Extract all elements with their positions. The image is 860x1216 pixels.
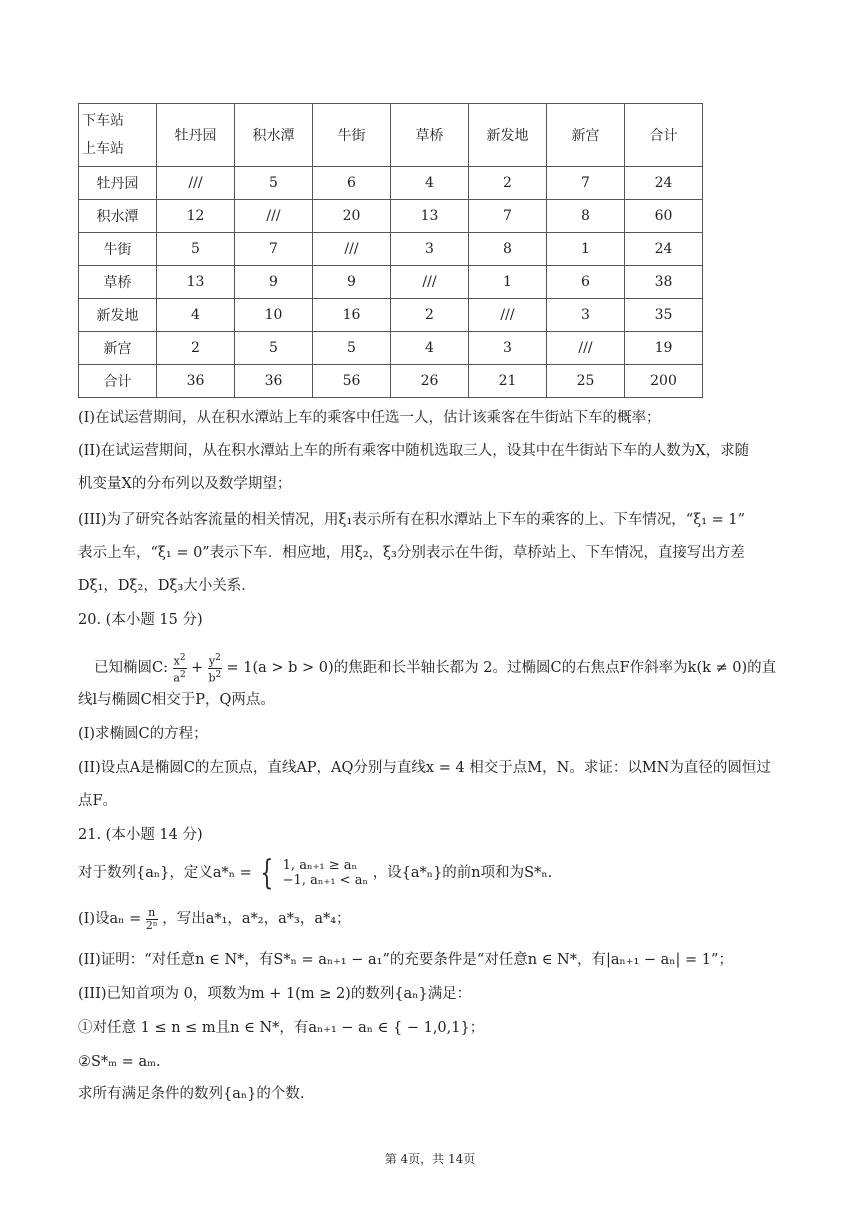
q21-final-question: 求所有满足条件的数列{aₙ}的个数. bbox=[78, 1086, 305, 1102]
table-cell: 6 bbox=[313, 167, 391, 200]
table-cell: 4 bbox=[391, 167, 469, 200]
q20-part1: (I)求椭圆C的方程； bbox=[78, 726, 208, 742]
table-cell: 16 bbox=[313, 299, 391, 332]
fraction-numerator: n bbox=[146, 907, 158, 920]
table-row bbox=[79, 200, 703, 233]
column-header: 合计 bbox=[625, 104, 703, 167]
table-cell: 9 bbox=[235, 266, 313, 299]
table-cell: 38 bbox=[625, 266, 703, 299]
table-cell: 35 bbox=[625, 299, 703, 332]
q21-def-prefix: 对于数列{aₙ}，定义a*ₙ = bbox=[78, 865, 252, 881]
table-cell: 13 bbox=[391, 200, 469, 233]
q21-part2: (II)证明：“对任意n ∈ N*，有S*ₙ = aₙ₊₁ − a₁”的充要条件是“对任意n ∈ N*，有|aₙ₊₁ − aₙ| = 1”； bbox=[78, 952, 733, 968]
table-cell: 24 bbox=[625, 167, 703, 200]
row-label: 合计 bbox=[79, 365, 157, 398]
table-cell: 21 bbox=[469, 365, 547, 398]
row-label: 牡丹园 bbox=[79, 167, 157, 200]
table-row bbox=[79, 233, 703, 266]
table-cell: 3 bbox=[547, 299, 625, 332]
table-row bbox=[79, 299, 703, 332]
table-cell: 7 bbox=[235, 233, 313, 266]
case-1: 1, aₙ₊₁ ≥ aₙ bbox=[282, 858, 358, 873]
column-header: 积水潭 bbox=[235, 104, 313, 167]
table-cell: /// bbox=[313, 233, 391, 266]
table-corner-cell bbox=[79, 104, 157, 167]
brace-icon: { bbox=[260, 853, 274, 893]
fraction-y2-b2: $\frac{y^2}{b^2}$ bbox=[208, 653, 222, 685]
column-header: 新宫 bbox=[547, 104, 625, 167]
q20-part2-line1: (II)设点A是椭圆C的左顶点，直线AP，AQ分别与直线x = 4 相交于点M，N。求证：以MN为直径的圆恒过 bbox=[78, 760, 771, 776]
q20-line1-prefix: 已知椭圆C: bbox=[94, 660, 168, 677]
table-cell: 5 bbox=[235, 167, 313, 200]
table-cell: /// bbox=[547, 332, 625, 365]
table-cell: 2 bbox=[157, 332, 235, 365]
row-label: 新发地 bbox=[79, 299, 157, 332]
table-cell: 56 bbox=[313, 365, 391, 398]
table-cell: 8 bbox=[469, 233, 547, 266]
table-cell: 5 bbox=[235, 332, 313, 365]
table-cell: 26 bbox=[391, 365, 469, 398]
table-cell: 5 bbox=[313, 332, 391, 365]
table-cell: 1 bbox=[469, 266, 547, 299]
table-cell: 4 bbox=[157, 299, 235, 332]
table-cell: 19 bbox=[625, 332, 703, 365]
table-cell: 3 bbox=[391, 233, 469, 266]
fraction-x2-a2: $\frac{x^2}{a^2}$ bbox=[173, 653, 186, 685]
table-cell: /// bbox=[391, 266, 469, 299]
q21-part1 bbox=[78, 906, 351, 932]
table-cell: 25 bbox=[547, 365, 625, 398]
table-cell: 24 bbox=[625, 233, 703, 266]
table-cell: 36 bbox=[235, 365, 313, 398]
q20-title: 20. (本小题 15 分) bbox=[78, 612, 203, 628]
page-footer: 第 4页，共 14页 bbox=[384, 1152, 476, 1166]
q19-part3-line3: Dξ₁，Dξ₂，Dξ₃大小关系． bbox=[78, 578, 256, 594]
table-cell: 20 bbox=[313, 200, 391, 233]
q21-title: 21. (本小题 14 分) bbox=[78, 827, 203, 843]
fraction-n-2n bbox=[146, 907, 158, 932]
q19-part2-line2: 机变量X的分布列以及数学期望； bbox=[78, 476, 292, 492]
table-cell: 10 bbox=[235, 299, 313, 332]
table-body bbox=[79, 167, 703, 398]
table-cell: 7 bbox=[547, 167, 625, 200]
q20-part2-line2: 点F。 bbox=[78, 793, 118, 809]
q20-line1: 已知椭圆C: $\frac{x^2}{a^2}$ + $\frac{y^2}{b^2}$ = 1(a > b > 0)的焦距和长半轴长都为 2。过椭圆C的右焦点F作斜率为k(k ≠ 0)的直 bbox=[94, 653, 777, 685]
fraction-denominator: 2ⁿ bbox=[145, 918, 158, 932]
table-cell: 6 bbox=[547, 266, 625, 299]
case-2: −1, aₙ₊₁ < aₙ bbox=[282, 873, 369, 888]
table-cell: 8 bbox=[547, 200, 625, 233]
table-cell: 1 bbox=[547, 233, 625, 266]
q21-part3: (III)已知首项为 0，项数为m + 1(m ≥ 2)的数列{aₙ}满足： bbox=[78, 986, 472, 1002]
piecewise-definition bbox=[256, 853, 369, 893]
row-label: 积水潭 bbox=[79, 200, 157, 233]
table-cell: 60 bbox=[625, 200, 703, 233]
table-cell: 5 bbox=[157, 233, 235, 266]
q21-condition-2: ②S*ₘ = aₘ. bbox=[78, 1054, 161, 1070]
q21-definition bbox=[78, 853, 553, 893]
table-row bbox=[79, 332, 703, 365]
table-cell: /// bbox=[469, 299, 547, 332]
passenger-flow-table bbox=[78, 103, 703, 398]
row-label: 牛街 bbox=[79, 233, 157, 266]
table-header-row bbox=[79, 104, 703, 167]
q21-def-suffix: ，设{a*ₙ}的前n项和为S*ₙ. bbox=[372, 865, 553, 881]
q19-part3-line1: (III)为了研究各站客流量的相关情况，用ξ₁表示所有在积水潭站上下车的乘客的上、下车情况，“ξ₁ = 1” bbox=[78, 512, 746, 528]
corner-top-label: 下车站 bbox=[82, 113, 124, 129]
row-label: 草桥 bbox=[79, 266, 157, 299]
table-cell: 36 bbox=[157, 365, 235, 398]
table-cell: 200 bbox=[625, 365, 703, 398]
q19-part2-line1: (II)在试运营期间，从在积水潭站上车的所有乘客中随机选取三人，设其中在牛街站下车的人数为X，求随 bbox=[78, 443, 750, 459]
column-header: 草桥 bbox=[391, 104, 469, 167]
column-header: 新发地 bbox=[469, 104, 547, 167]
column-header: 牡丹园 bbox=[157, 104, 235, 167]
table-row bbox=[79, 266, 703, 299]
q21-condition-1: ①对任意 1 ≤ n ≤ m且n ∈ N*，有aₙ₊₁ − aₙ ∈ { − 1,0,1}； bbox=[78, 1020, 485, 1036]
table-cell: 2 bbox=[391, 299, 469, 332]
table-cell: 3 bbox=[469, 332, 547, 365]
q20-line1-eq: = 1(a > b > 0)的焦距和长半轴长都为 2。过椭圆C的右焦点F作斜率为k(k ≠ 0)的直 bbox=[226, 660, 777, 677]
table-cell: 2 bbox=[469, 167, 547, 200]
row-label: 新宫 bbox=[79, 332, 157, 365]
column-header: 牛街 bbox=[313, 104, 391, 167]
q21-part1-prefix: (I)设aₙ = bbox=[78, 911, 142, 927]
q21-part1-suffix: ，写出a*₁，a*₂，a*₃，a*₄； bbox=[162, 911, 351, 927]
table-cell: 7 bbox=[469, 200, 547, 233]
q19-part1: (I)在试运营期间，从在积水潭站上车的乘客中任选一人，估计该乘客在牛街站下车的概率； bbox=[78, 410, 661, 426]
q19-part3-line2: 表示上车，“ξ₁ = 0”表示下车．相应地，用ξ₂，ξ₃分别表示在牛街，草桥站上、下车情况，直接写出方差 bbox=[78, 545, 745, 561]
table-row bbox=[79, 365, 703, 398]
table-cell: 9 bbox=[313, 266, 391, 299]
corner-bottom-label: 上车站 bbox=[82, 141, 124, 157]
q20-line2: 线l与椭圆C相交于P，Q两点。 bbox=[78, 692, 275, 708]
table-row bbox=[79, 167, 703, 200]
table-cell: /// bbox=[235, 200, 313, 233]
table-cell: /// bbox=[157, 167, 235, 200]
table-cell: 13 bbox=[157, 266, 235, 299]
table-cell: 4 bbox=[391, 332, 469, 365]
table-cell: 12 bbox=[157, 200, 235, 233]
